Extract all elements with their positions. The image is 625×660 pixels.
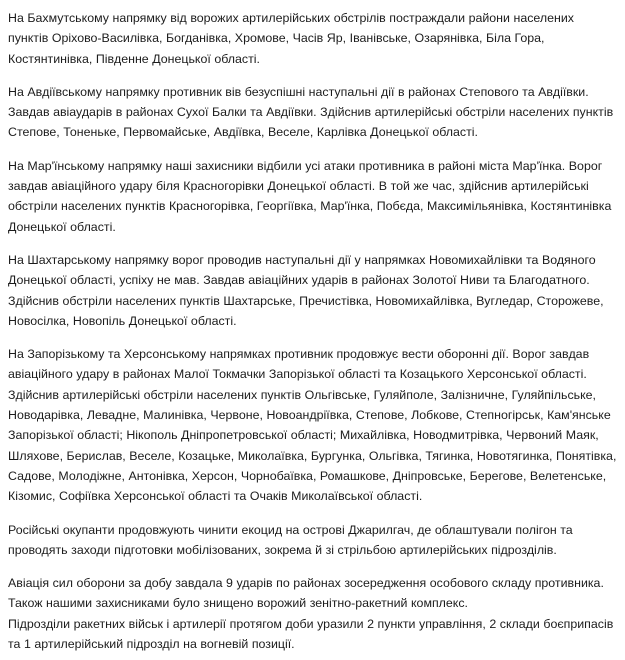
paragraph-air-force-strikes: Авіація сил оборони за добу завдала 9 ударів по районах зосередження особового складу противника. Також нашими захисниками було знищено ворожий зенітно-ракетний комплекс. xyxy=(8,576,604,611)
paragraph-maryinka-direction: На Мар'їнському напрямку наші захисники відбили усі атаки противника в районі міста Мар'їнка. Ворог завдав авіаційного удару біля Красногорівки Донецької області. В той же час, здійснив артилерійські обстріли населених пунктів Красногорівка, Георгіївка, Мар'їнка, Побєда, Максимільянівка, Костянтинівка Донецької області. xyxy=(8,158,612,234)
paragraph-dzharylhach-island: Російські окупанти продовжують чинити екоцид на острові Джарилгач, де облаштували полігон та проводять заходи підготовки мобілізованих, зокрема й зі стрільбою артилерійських підрозділів. xyxy=(8,522,573,557)
paragraph-zaporizhzhia-kherson-directions: На Запорізькому та Херсонському напрямках противник продовжує вести оборонні дії. Ворог завдав авіаційного удару в районах Малої Токмачки Запорізької області та Козацького Херсонської області. Здійснив артилерійські обстріли населених пунктів Ольгівське, Гуляйполе, Залізничне, Гуляйпільське, Новодарівка, Левадне, Малинівка, Червоне, Новоандріївка, Степове, Лобкове, Степногірськ, Кам'янське Запорізької області; Нікополь Дніпропетровської області; Михайлівка, Новодмитрівка, Червоний Маяк, Шляхове, Берислав, Веселе, Козацьке, Миколаївка, Бургунка, Ольгівка, Тягинка, Новотягинка, Понятівка, Садове, Молодіжне, Антонівка, Херсон, Чорнобаївка, Ромашкове, Дніпровське, Берегове, Велетенське, Кізомис, Софіївка Херсонської області та Очаків Миколаївської області. xyxy=(8,347,617,504)
paragraph-avdiivka-direction: На Авдіївському напрямку противник вів безуспішні наступальні дії в районах Степового та Авдіївки. Завдав авіаударів в районах Сухої Балки та Авдіївки. Здійснив артилерійські обстріли населених пунктів Степове, Тоненьке, Первомайське, Авдіївка, Веселе, Карлівка Донецької області. xyxy=(8,84,614,140)
paragraph-bakhmut-direction: На Бахмутському напрямку від ворожих артилерійських обстрілів постраждали райони населених пунктів Оріхово-Василівка, Богданівка, Хромове, Часів Яр, Іванівське, Озарянівка, Біла Гора, Костянтинівка, Південне Донецької області. xyxy=(8,11,574,66)
paragraph-shakhtarsk-direction: На Шахтарському напрямку ворог проводив наступальні дії у напрямках Новомихайлівки та Водяного Донецької області, успіху не мав. Завдав авіаційних ударів в районах Золотої Ниви та Благодатного. Здійснив обстріли населених пунктів Шахтарське, Пречистівка, Новомихайлівка, Вугледар, Сторожеве, Новосілка, Новопіль Донецької області. xyxy=(8,252,604,328)
paragraph-missile-artillery-strikes: Підрозділи ракетних військ і артилерії протягом доби уразили 2 пункти управління, 2 склади боєприпасів та 1 артилерійський підрозділ на вогневій позиції. xyxy=(8,616,614,652)
